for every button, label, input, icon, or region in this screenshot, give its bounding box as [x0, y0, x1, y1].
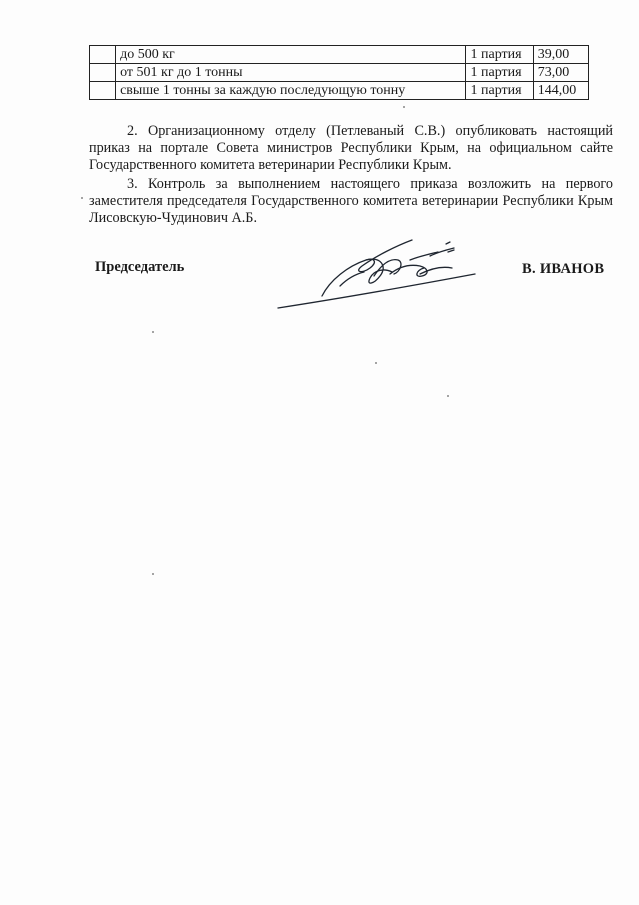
paragraph-2	[89, 123, 613, 174]
scan-speck	[152, 331, 154, 333]
paragraph-3-text: 3. Контроль за выполнением настоящего приказа возложить на первого заместителя председателя Государственного комитета ветеринарии Республики Крым Лисовскую-Чудинович А.Б.	[89, 176, 613, 226]
table-cell-unit: 1 партия	[466, 82, 533, 100]
scan-speck	[152, 573, 154, 575]
table-cell-price: 39,00	[533, 46, 588, 64]
scan-speck	[447, 395, 449, 397]
table-row	[90, 46, 589, 64]
signatory-name: В. ИВАНОВ	[522, 261, 605, 277]
paragraph-2-text: 2. Организационному отделу (Петлеваный С.В.) опубликовать настоящий приказ на портале Совета министров Республики Крым, на официальном сайте Государственного комитета ветеринарии Республики Крым.	[89, 123, 613, 173]
table-cell-price: 73,00	[533, 64, 588, 82]
table-cell-unit: 1 партия	[466, 64, 533, 82]
tariff-table	[89, 45, 589, 100]
paragraph-3	[89, 176, 613, 227]
table-cell-description: от 501 кг до 1 тонны	[116, 64, 466, 82]
table-row	[90, 64, 589, 82]
table-row	[90, 82, 589, 100]
table-cell-price: 144,00	[533, 82, 588, 100]
table-cell-description: свыше 1 тонны за каждую последующую тонну	[116, 82, 466, 100]
table-cell-empty	[90, 46, 116, 64]
handwritten-signature	[270, 230, 490, 315]
scan-speck	[403, 106, 405, 108]
table-cell-description: до 500 кг	[116, 46, 466, 64]
signatory-role: Председатель	[95, 259, 185, 275]
table-cell-unit: 1 партия	[466, 46, 533, 64]
table-cell-empty	[90, 64, 116, 82]
scan-speck	[81, 197, 83, 199]
scan-speck	[375, 362, 377, 364]
table-cell-empty	[90, 82, 116, 100]
